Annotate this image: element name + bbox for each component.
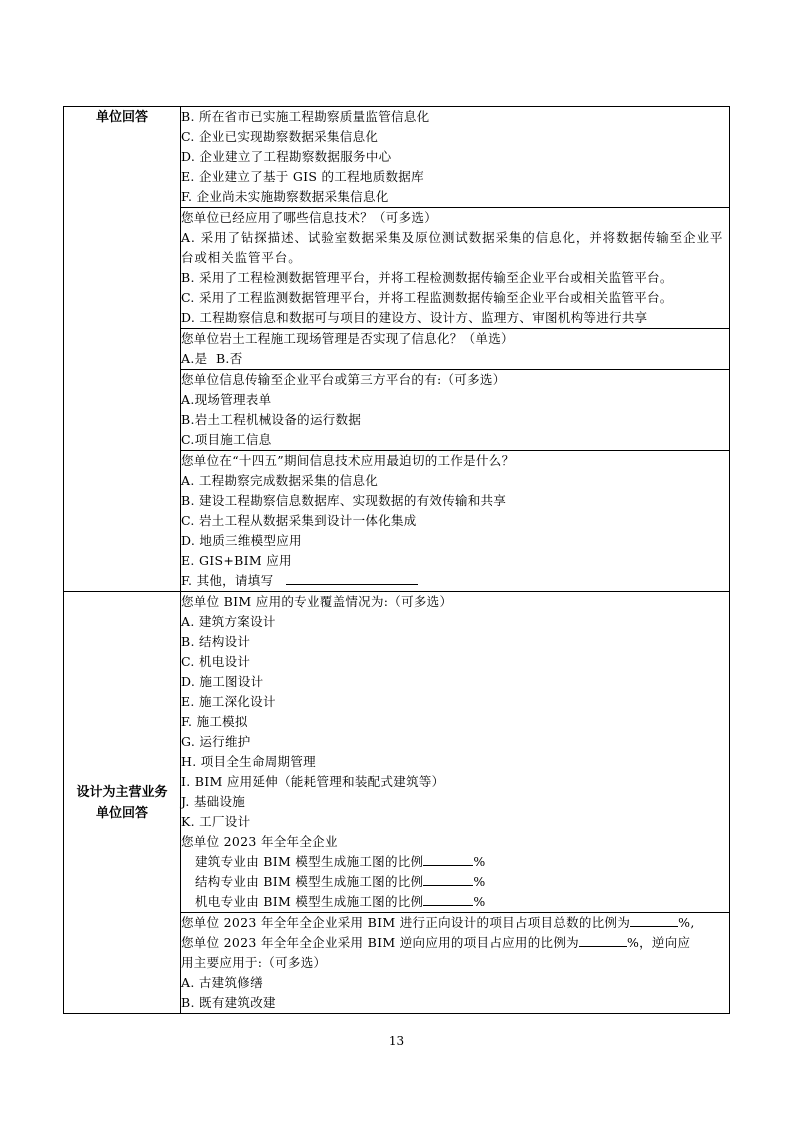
page-number: 13 <box>388 1034 405 1048</box>
reverse-application-continued: 用主要应用于:（可多选） <box>181 955 327 970</box>
option-line: D. 工程勘察信息和数据可与项目的建设方、设计方、监理方、审图机构等进行共享 <box>181 310 648 325</box>
option-line: C. 岩土工程从数据采集到设计一体化集成 <box>181 513 417 528</box>
ratio-line-mep <box>181 892 729 912</box>
question-text: 您单位 BIM 应用的专业覆盖情况为:（可多选） <box>181 594 453 609</box>
reverse-fill-blank[interactable] <box>579 933 627 947</box>
forward-design-line <box>181 913 729 933</box>
option-line: J. 基础设施 <box>181 794 246 809</box>
ratio-line-structure <box>181 872 729 892</box>
option-line: F. 企业尚未实施勘察数据采集信息化 <box>181 189 389 204</box>
option-line: K. 工厂设计 <box>181 814 251 829</box>
option-line: E. 施工深化设计 <box>181 694 276 709</box>
question-cell <box>181 451 730 592</box>
option-line: B. 采用了工程检测数据管理平台，并将工程检测数据传输至企业平台或相关监管平台。 <box>181 270 673 285</box>
option-line: D. 企业建立了工程勘察数据服务中心 <box>181 149 392 164</box>
other-fill-blank[interactable] <box>286 571 418 585</box>
row-label-line: 单位回答 <box>95 805 148 821</box>
other-option-label: F. 其他，请填写 <box>181 573 274 588</box>
question-text: 您单位信息传输至企业平台或第三方平台的有:（可多选） <box>181 372 506 387</box>
ratio-intro: 您单位 2023 年全年全企业 <box>181 834 338 849</box>
option-line: B. 建设工程勘察信息数据库、实现数据的有效传输和共享 <box>181 493 507 508</box>
ratio-label: 机电专业由 BIM 模型生成施工图的比例 <box>195 894 424 909</box>
question-text: 您单位岩土工程施工现场管理是否实现了信息化？（单选） <box>181 331 514 346</box>
option-line: G. 运行维护 <box>181 734 251 749</box>
reverse-application-line <box>181 933 729 953</box>
survey-table <box>63 106 730 1014</box>
option-line: A. 古建筑修缮 <box>181 975 263 990</box>
option-line: C. 机电设计 <box>181 654 251 669</box>
forward-design-text: 您单位 2023 年全年全企业采用 BIM 进行正向设计的项目占项目总数的比例为 <box>181 915 631 930</box>
row-label-cell <box>64 107 181 592</box>
forward-fill-blank[interactable] <box>630 913 678 927</box>
option-line: A. 建筑方案设计 <box>181 614 276 629</box>
option-line: B.岩土工程机械设备的运行数据 <box>181 412 362 427</box>
other-option-line <box>181 571 729 591</box>
option-line: E. 企业建立了基于 GIS 的工程地质数据库 <box>181 169 424 184</box>
option-line: B. 所在省市已实施工程勘察质量监管信息化 <box>181 109 430 124</box>
option-line: B. 既有建筑改建 <box>181 995 276 1010</box>
option-line: D. 施工图设计 <box>181 674 264 689</box>
option-line: C. 采用了工程监测数据管理平台，并将工程监测数据传输至企业平台或相关监管平台。 <box>181 290 673 305</box>
reverse-application-text: 您单位 2023 年全年全企业采用 BIM 逆向应用的项目占应用的比例为 <box>181 935 579 950</box>
question-cell <box>181 370 730 451</box>
option-line: C. 企业已实现勘察数据采集信息化 <box>181 129 379 144</box>
forward-suffix: %, <box>678 915 695 930</box>
option-line: H. 项目全生命周期管理 <box>181 754 316 769</box>
ratio-label: 结构专业由 BIM 模型生成施工图的比例 <box>195 874 424 889</box>
ratio-label: 建筑专业由 BIM 模型生成施工图的比例 <box>195 854 424 869</box>
answer-options-cell <box>181 107 730 208</box>
question-cell <box>181 329 730 370</box>
row-label-line: 设计为主营业务 <box>76 784 168 800</box>
ratio-fill-blank[interactable] <box>423 852 473 866</box>
option-line: D. 地质三维模型应用 <box>181 533 302 548</box>
question-cell <box>181 592 730 913</box>
question-text: 您单位在“十四五”期间信息技术应用最迫切的工作是什么？ <box>181 453 515 468</box>
question-text: 您单位已经应用了哪些信息技术？（可多选） <box>181 210 438 225</box>
percent-sign: % <box>473 874 486 889</box>
question-cell <box>181 913 730 1014</box>
ratio-line-architecture <box>181 852 729 872</box>
question-cell <box>181 208 730 329</box>
option-line: A. 采用了钻探描述、试验室数据采集及原位测试数据采集的信息化，并将数据传输至企业平台或相关监管平台。 <box>181 230 724 265</box>
percent-sign: % <box>473 854 486 869</box>
table-row <box>64 107 730 208</box>
option-line: A. 工程勘察完成数据采集的信息化 <box>181 473 379 488</box>
percent-sign: % <box>473 894 486 909</box>
option-line: A.现场管理表单 <box>181 392 272 407</box>
option-line: C.项目施工信息 <box>181 432 272 447</box>
reverse-suffix: %，逆向应 <box>626 935 691 950</box>
row-label-cell <box>64 592 181 1014</box>
option-line: I. BIM 应用延伸（能耗管理和装配式建筑等） <box>181 774 445 789</box>
row-label: 单位回答 <box>95 110 148 125</box>
ratio-fill-blank[interactable] <box>423 892 473 906</box>
table-row <box>64 592 730 913</box>
option-line: E. GIS+BIM 应用 <box>181 553 292 568</box>
option-line: B. 结构设计 <box>181 634 251 649</box>
ratio-fill-blank[interactable] <box>423 872 473 886</box>
option-line: F. 施工模拟 <box>181 714 248 729</box>
answer-line: A.是 B.否 <box>181 351 243 366</box>
